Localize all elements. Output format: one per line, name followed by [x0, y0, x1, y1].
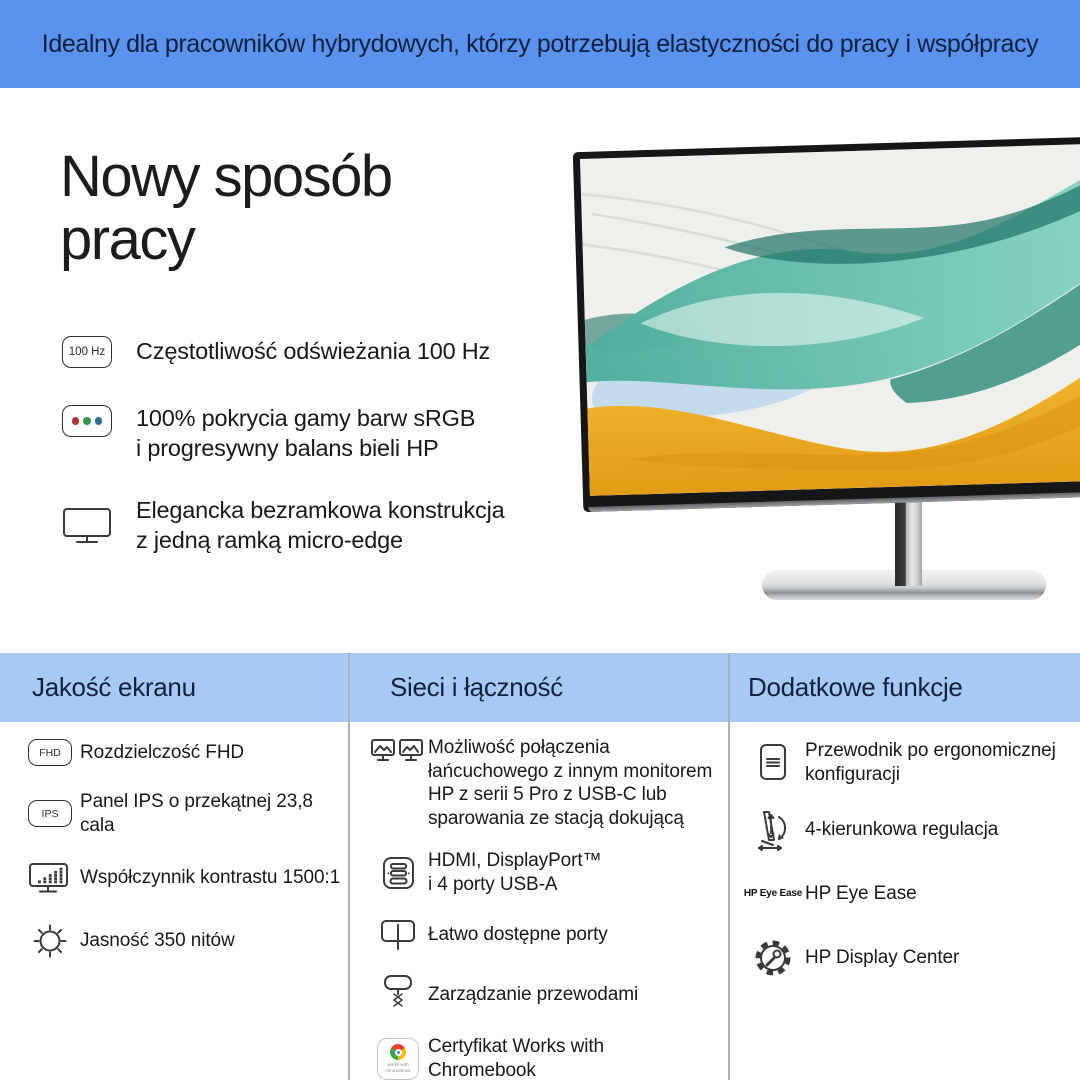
- title-line-1: Nowy sposób: [60, 144, 392, 209]
- 100hz-badge-icon: 100 Hz: [62, 336, 112, 368]
- monitor-frame-icon: [62, 505, 112, 547]
- spec-text: [428, 1035, 604, 1080]
- monitor-product-image: [560, 118, 1080, 653]
- spec-line: Certyfikat Works with: [428, 1036, 604, 1058]
- red-dot: [72, 417, 80, 425]
- banner-text: Idealny dla pracowników hybrydowych, którzy potrzebują elastyczności do pracy i współpracy: [41, 29, 1039, 58]
- spec-line: Łatwo dostępne porty: [428, 923, 608, 945]
- spec-line: łańcuchowego z innym monitorem: [428, 760, 713, 782]
- spec-text: [80, 741, 244, 765]
- spec-item-daisy-chain: [370, 736, 728, 830]
- spec-line: i 4 porty USB-A: [428, 873, 558, 895]
- hero-section: [0, 88, 1080, 653]
- top-banner: [0, 0, 1080, 88]
- spec-item-chromebook: [370, 1035, 728, 1080]
- blue-dot: [95, 417, 103, 425]
- spec-text: [428, 849, 601, 896]
- spec-text: [80, 929, 235, 953]
- spec-text: [80, 866, 340, 890]
- spec-item-ports: [370, 849, 728, 896]
- spec-line: Przewodnik po ergonomicznej: [805, 740, 1056, 761]
- spec-line: HP Eye Ease: [805, 883, 917, 905]
- four-way-adjustment-icon: [745, 808, 801, 852]
- spec-line: HDMI, DisplayPort™: [428, 850, 602, 872]
- green-dot: [83, 417, 91, 425]
- spec-text: [428, 736, 712, 830]
- column-screen-quality: [0, 653, 348, 1080]
- spec-text: [805, 818, 998, 842]
- ergonomic-guide-icon: [745, 742, 801, 784]
- chrome-logo-icon: [390, 1044, 406, 1060]
- monitor-bezel: [573, 136, 1080, 512]
- page-title: [60, 146, 392, 271]
- ports-panel-icon: [370, 853, 426, 893]
- feature-line: i progresywny balans bieli HP: [136, 434, 439, 461]
- chromebook-badge-text: works with: [387, 1062, 409, 1068]
- spec-text: [428, 983, 638, 1007]
- spec-line: Rozdzielczość FHD: [80, 741, 245, 763]
- feature-line: Częstotliwość odświeżania 100 Hz: [136, 338, 491, 365]
- column-header-screen-quality: Jakość ekranu: [32, 672, 196, 702]
- spec-line: Współczynnik kontrastu 1500:1: [80, 867, 341, 889]
- feature-srgb-gamut: [62, 404, 475, 463]
- ips-badge-icon: IPS: [28, 800, 72, 827]
- feature-micro-edge-text: [136, 496, 504, 555]
- spec-section: [0, 653, 1080, 1080]
- works-with-chromebook-icon: [370, 1038, 426, 1080]
- contrast-monitor-icon: [28, 861, 72, 895]
- title-line-2: pracy: [60, 206, 195, 272]
- column-header-additional-features: Dodatkowe funkcje: [748, 672, 963, 702]
- spec-item-contrast: [28, 861, 348, 895]
- column-additional-features: [728, 653, 1080, 1080]
- spec-line: HP Display Center: [805, 946, 960, 968]
- spec-line: Możliwość połączenia: [428, 737, 610, 758]
- monitor-screen-wallpaper: [580, 143, 1080, 496]
- spec-line: Chromebook: [428, 1059, 536, 1080]
- spec-item-cable-management: [370, 972, 728, 1016]
- spec-line: HP z serii 5 Pro z USB-C lub: [428, 784, 667, 806]
- spec-text: [428, 923, 608, 947]
- spec-line: sparowania ze stacją dokującą: [428, 807, 684, 829]
- feature-refresh-rate-text: [136, 337, 490, 367]
- monitor-chin: [588, 491, 1080, 512]
- feature-srgb-text: [136, 404, 475, 463]
- chromebook-badge: [377, 1038, 419, 1080]
- hp-display-center-gear-icon: [745, 936, 801, 980]
- cable-management-icon: [370, 972, 426, 1016]
- column-header-connectivity: Sieci i łączność: [390, 672, 563, 702]
- feature-micro-edge: [62, 496, 504, 555]
- column-connectivity: [348, 653, 728, 1080]
- daisy-chain-monitors-icon: [370, 736, 426, 770]
- chromebook-badge-text: chromebook: [385, 1067, 411, 1073]
- hp-eye-ease-logo: HP Eye Ease: [743, 888, 803, 900]
- feature-refresh-rate: [62, 336, 490, 368]
- spec-text: [805, 882, 917, 906]
- spec-item-brightness: [28, 919, 348, 963]
- feature-line: Elegancka bezramkowa konstrukcja: [136, 497, 505, 523]
- spec-line: Zarządzanie przewodami: [428, 983, 639, 1005]
- fhd-badge-icon: FHD: [28, 739, 72, 766]
- spec-item-accessible-ports: [370, 915, 728, 953]
- spec-item-ergonomic-guide: [745, 739, 1080, 786]
- spec-text: [805, 946, 959, 970]
- spec-item-fhd: [28, 739, 348, 766]
- rgb-dots-icon: [62, 405, 112, 437]
- spec-item-hp-display-center: [745, 936, 1080, 980]
- feature-line: z jedną ramką micro-edge: [136, 526, 403, 553]
- spec-item-hp-eye-ease: [745, 882, 1080, 906]
- feature-line: 100% pokrycia gamy barw sRGB: [136, 405, 476, 431]
- spec-line: Panel IPS o przekątnej 23,8 cala: [80, 791, 313, 836]
- spec-text: [805, 739, 1056, 786]
- brightness-sun-icon: [28, 919, 72, 963]
- spec-text: [80, 790, 348, 837]
- monitor-stand-neck: [895, 498, 922, 586]
- spec-item-ips: [28, 790, 348, 837]
- spec-item-four-way-adjust: [745, 808, 1080, 852]
- spec-line: konfiguracji: [805, 763, 900, 785]
- accessible-ports-monitor-icon: [370, 915, 426, 953]
- spec-line: 4-kierunkowa regulacja: [805, 819, 999, 841]
- spec-line: Jasność 350 nitów: [80, 930, 235, 952]
